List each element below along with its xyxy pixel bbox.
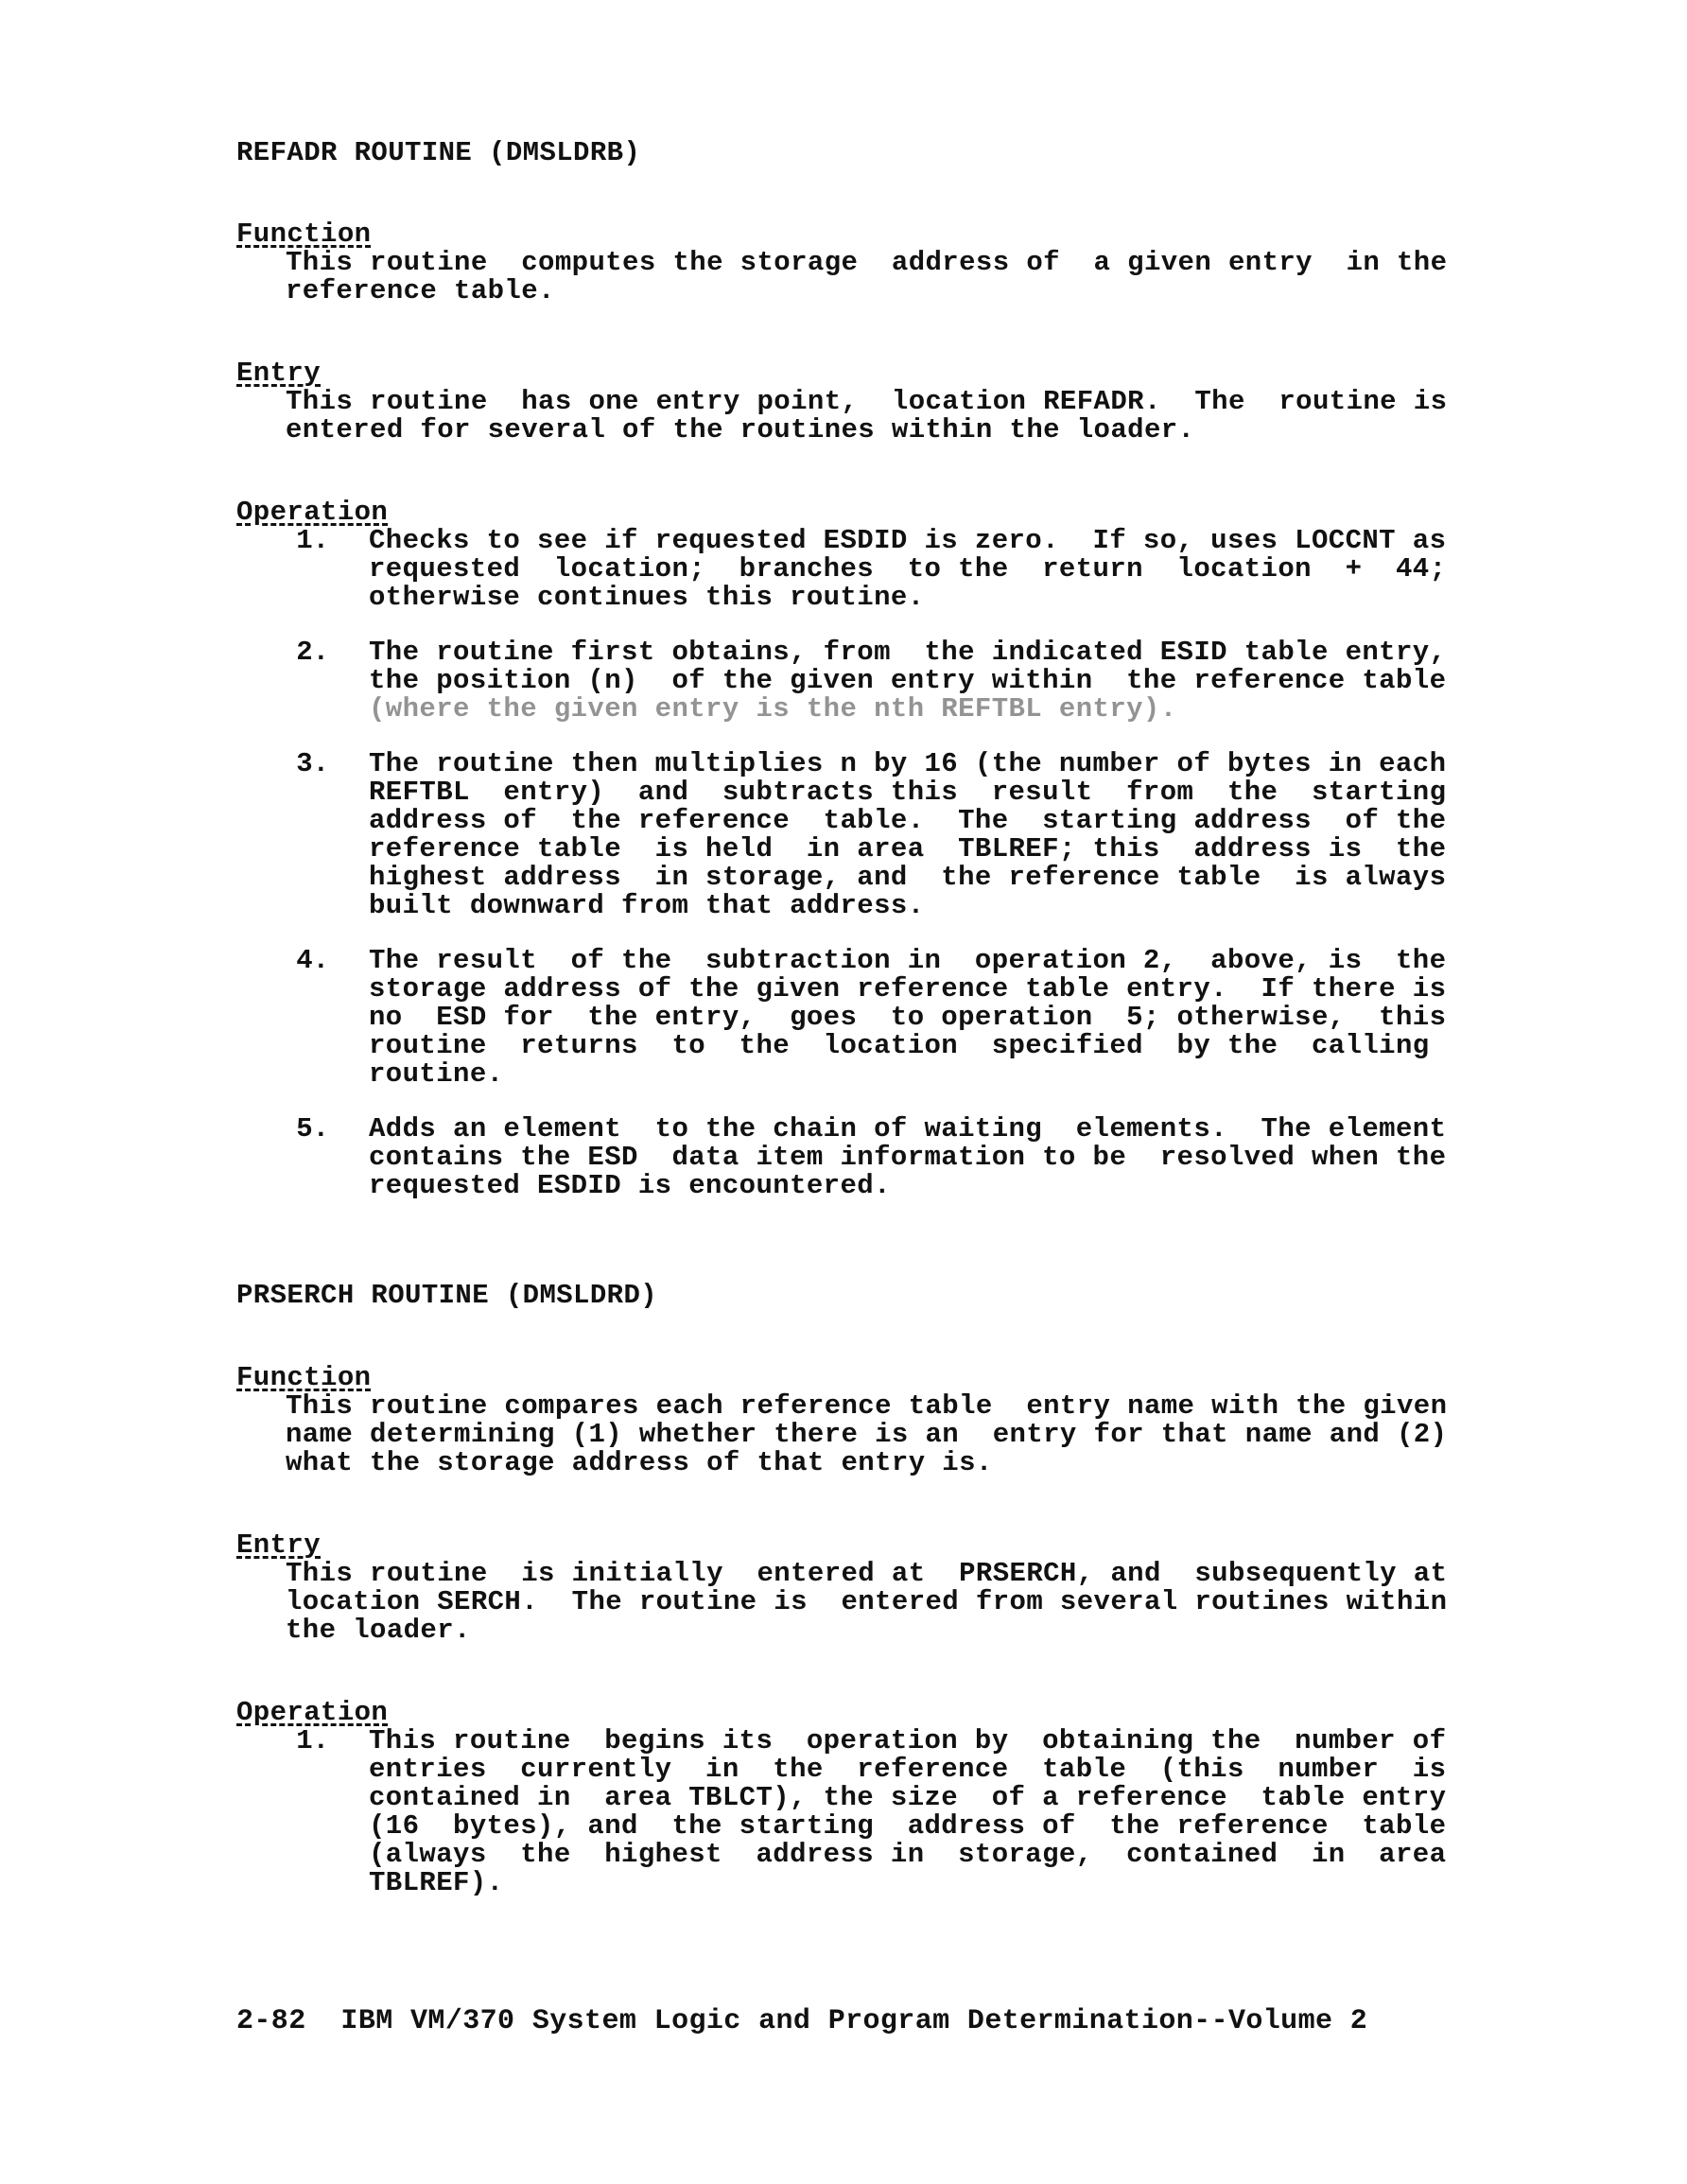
operation-text-line: routine.: [369, 1058, 504, 1090]
section-title-prserch: PRSERCH ROUTINE (DMSLDRD): [236, 1280, 658, 1311]
operation-text-line: routine returns to the location specified by the calling: [369, 1030, 1430, 1061]
entry-text-line: location SERCH. The routine is entered from several routines within: [286, 1586, 1448, 1617]
operation-text-line: the position (n) of the given entry within the reference table: [369, 665, 1447, 696]
operation-number: 2.: [296, 637, 329, 668]
page-footer: 2-82 IBM VM/370 System Logic and Program Determination--Volume 2: [236, 2005, 1368, 2037]
operation-number: 3.: [296, 748, 329, 779]
function-heading: Function: [236, 1362, 372, 1393]
entry-text-line: the loader.: [286, 1615, 471, 1646]
operation-number: 1.: [296, 525, 329, 556]
function-heading: Function: [236, 218, 372, 250]
operation-text-line: REFTBL entry) and subtracts this result from the starting: [369, 777, 1447, 808]
operation-text-line: no ESD for the entry, goes to operation 5; otherwise, this: [369, 1002, 1447, 1033]
operation-heading: Operation: [236, 1697, 389, 1728]
operation-text-line: requested ESDID is encountered.: [369, 1170, 891, 1201]
operation-text-line: storage address of the given reference table entry. If there is: [369, 973, 1447, 1005]
operation-heading: Operation: [236, 497, 389, 528]
function-text-line: name determining (1) whether there is an entry for that name and (2): [286, 1419, 1448, 1450]
operation-text-line: entries currently in the reference table (this number is: [369, 1754, 1447, 1785]
operation-text-line: The routine then multiplies n by 16 (the number of bytes in each: [369, 748, 1447, 779]
operation-text-line: TBLREF).: [369, 1867, 504, 1898]
entry-heading: Entry: [236, 358, 322, 389]
operation-number: 4.: [296, 945, 329, 976]
function-text-line: reference table.: [286, 275, 555, 306]
operation-text-line: The routine first obtains, from the indicated ESID table entry,: [369, 637, 1447, 668]
operation-text-line: requested location; branches to the return location + 44;: [369, 553, 1447, 585]
function-text-line: This routine computes the storage address of a given entry in the: [286, 247, 1448, 278]
operation-text-line: otherwise continues this routine.: [369, 582, 925, 613]
operation-text-line: highest address in storage, and the reference table is always: [369, 862, 1447, 893]
operation-text-line: reference table is held in area TBLREF; this address is the: [369, 833, 1447, 865]
entry-text-line: entered for several of the routines within the loader.: [286, 414, 1195, 446]
operation-number: 1.: [296, 1725, 329, 1756]
operation-text-line: contained in area TBLCT), the size of a reference table entry: [369, 1782, 1447, 1813]
operation-text-line: This routine begins its operation by obtaining the number of: [369, 1725, 1447, 1756]
operation-number: 5.: [296, 1113, 329, 1144]
function-text-line: This routine compares each reference table entry name with the given: [286, 1390, 1448, 1422]
operation-text-line: Adds an element to the chain of waiting elements. The element: [369, 1113, 1447, 1144]
operation-text-line: The result of the subtraction in operation 2, above, is the: [369, 945, 1447, 976]
operation-text-line: (where the given entry is the nth REFTBL entry).: [369, 693, 1177, 725]
operation-text-line: (always the highest address in storage, contained in area: [369, 1839, 1447, 1870]
operation-text-line: built downward from that address.: [369, 890, 925, 921]
operation-text-line: contains the ESD data item information to be resolved when the: [369, 1142, 1447, 1173]
operation-text-line: (16 bytes), and the starting address of the reference table: [369, 1810, 1447, 1842]
function-text-line: what the storage address of that entry is.: [286, 1447, 993, 1478]
entry-text-line: This routine has one entry point, location REFADR. The routine is: [286, 386, 1448, 417]
operation-text-line: address of the reference table. The starting address of the: [369, 805, 1447, 836]
operation-text-line: Checks to see if requested ESDID is zero. If so, uses LOCCNT as: [369, 525, 1447, 556]
section-title-refadr: REFADR ROUTINE (DMSLDRB): [236, 137, 641, 168]
entry-heading: Entry: [236, 1529, 322, 1561]
entry-text-line: This routine is initially entered at PRSERCH, and subsequently at: [286, 1558, 1448, 1589]
